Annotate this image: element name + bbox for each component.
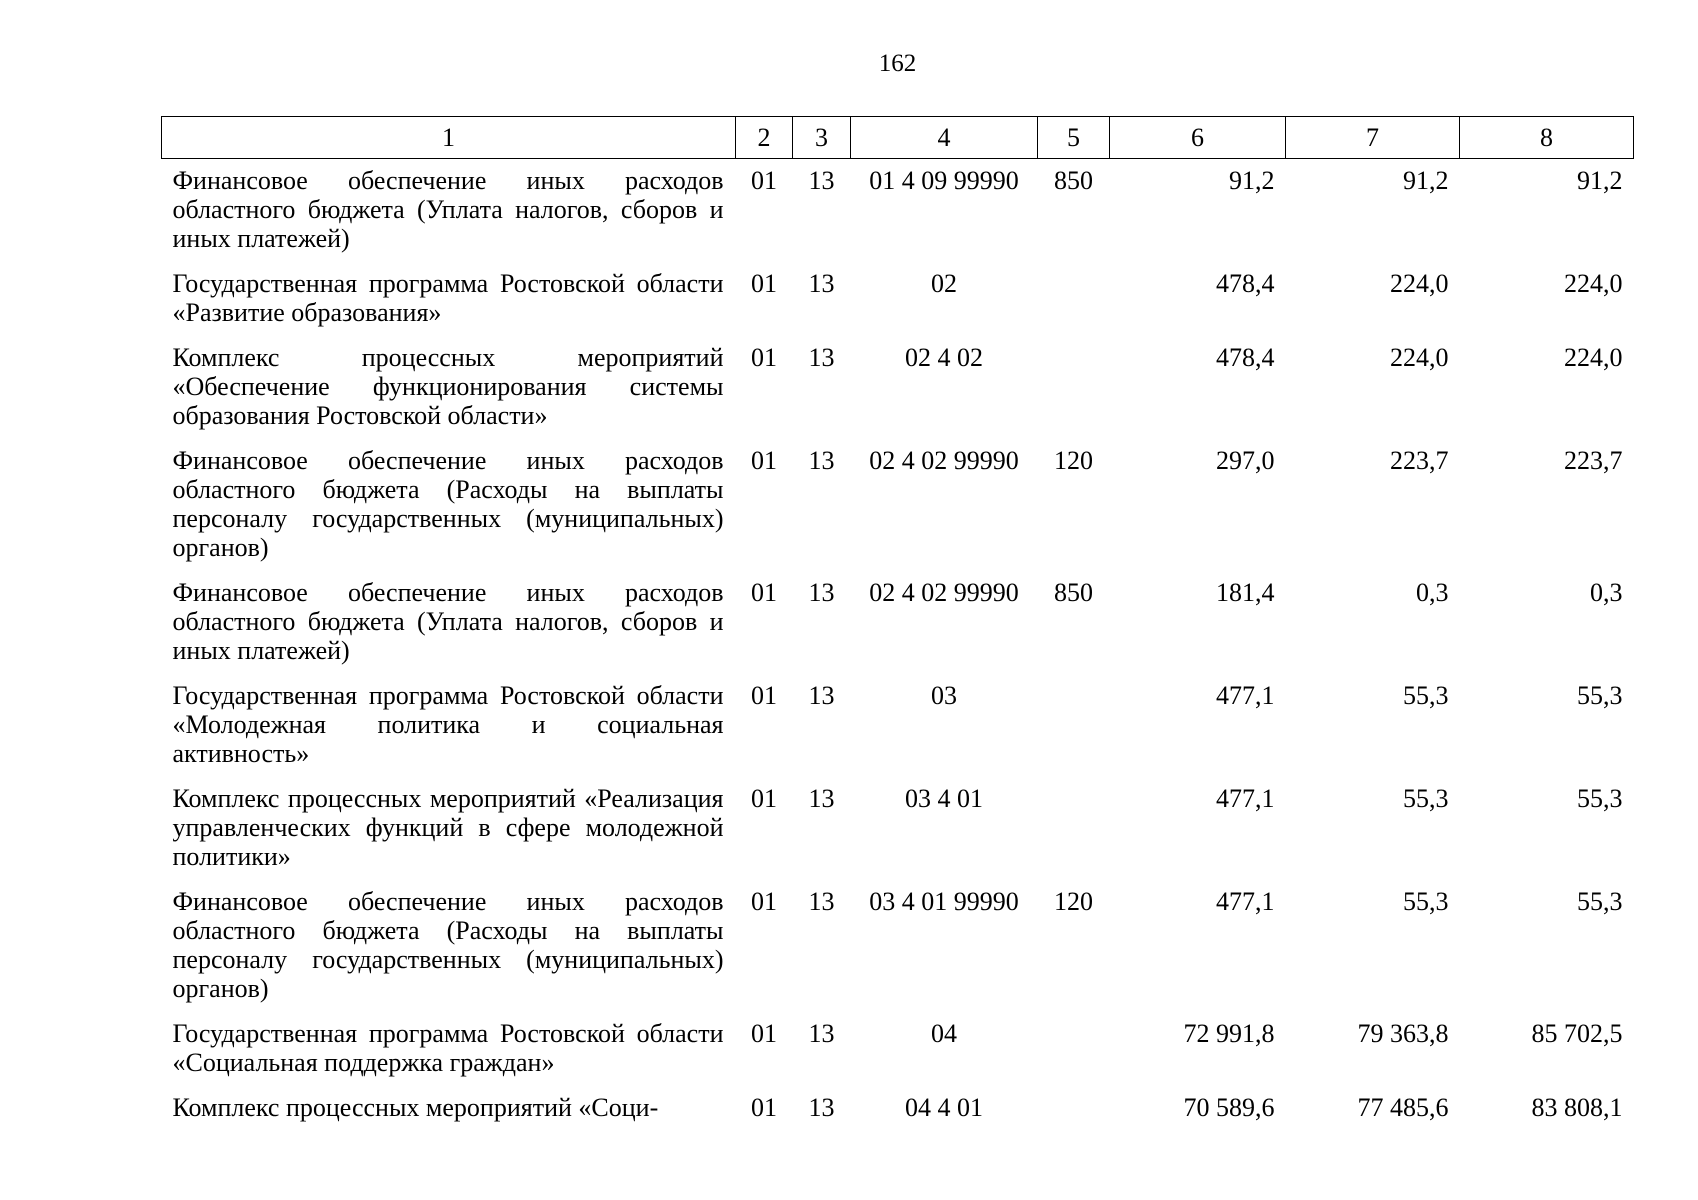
row-section: 01	[751, 446, 777, 475]
table-row	[162, 777, 1634, 880]
row-value-7: 55,3	[1403, 887, 1449, 916]
row-value-7: 55,3	[1403, 681, 1449, 710]
row-section: 01	[751, 1019, 777, 1048]
row-target-code: 02 4 02 99990	[869, 578, 1019, 607]
budget-table	[161, 116, 1634, 1131]
row-section: 01	[751, 784, 777, 813]
row-value-7: 91,2	[1403, 166, 1449, 195]
header-cell: 7	[1286, 117, 1460, 159]
row-section: 01	[751, 1093, 777, 1122]
page-number: 162	[878, 50, 917, 77]
table-row	[162, 262, 1634, 336]
row-subsection: 13	[808, 784, 835, 813]
row-value-8: 224,0	[1564, 343, 1623, 372]
row-value-6: 181,4	[1216, 578, 1275, 607]
row-subsection: 13	[808, 166, 835, 195]
table-row	[162, 571, 1634, 674]
row-subsection: 13	[808, 269, 835, 298]
row-section: 01	[751, 887, 777, 916]
row-target-code: 02	[931, 269, 957, 298]
row-section: 01	[751, 578, 777, 607]
row-expense-type	[1038, 674, 1110, 777]
row-name: Государственная программа Ростовской области «Социальная поддержка граждан»	[172, 1019, 724, 1077]
row-subsection: 13	[808, 1093, 835, 1122]
table-row	[162, 880, 1634, 1012]
row-value-6: 477,1	[1216, 681, 1275, 710]
row-subsection: 13	[808, 446, 835, 475]
row-target-code: 04 4 01	[905, 1093, 983, 1122]
row-name: Финансовое обеспечение иных расходов областного бюджета (Расходы на выплаты персоналу государственных (муниципальных) органов)	[172, 446, 724, 562]
row-subsection: 13	[808, 887, 835, 916]
row-target-code: 02 4 02	[905, 343, 983, 372]
header-cell: 4	[851, 117, 1038, 159]
row-value-6: 297,0	[1216, 446, 1275, 475]
row-name: Комплекс процессных мероприятий «Обеспечение функционирования системы образования Ростовской области»	[172, 343, 724, 430]
table-row	[162, 1012, 1634, 1086]
row-expense-type	[1038, 262, 1110, 336]
row-section: 01	[751, 681, 777, 710]
row-value-7: 223,7	[1390, 446, 1449, 475]
row-name: Финансовое обеспечение иных расходов областного бюджета (Уплата налогов, сборов и иных платежей)	[172, 166, 724, 253]
row-value-6: 478,4	[1216, 343, 1275, 372]
row-expense-type: 120	[1054, 446, 1093, 475]
table-row	[162, 439, 1634, 571]
row-value-7: 55,3	[1403, 784, 1449, 813]
row-value-8: 55,3	[1577, 887, 1623, 916]
row-subsection: 13	[808, 681, 835, 710]
row-value-8: 85 702,5	[1531, 1019, 1623, 1048]
row-value-8: 83 808,1	[1531, 1093, 1623, 1122]
row-value-6: 72 991,8	[1183, 1019, 1275, 1048]
row-expense-type	[1038, 777, 1110, 880]
row-value-6: 91,2	[1229, 166, 1275, 195]
row-target-code: 03 4 01 99990	[869, 887, 1019, 916]
header-cell: 6	[1110, 117, 1286, 159]
row-value-6: 477,1	[1216, 784, 1275, 813]
row-name: Финансовое обеспечение иных расходов областного бюджета (Уплата налогов, сборов и иных платежей)	[172, 578, 724, 665]
header-row	[162, 117, 1634, 159]
row-expense-type	[1038, 1012, 1110, 1086]
header-cell: 1	[162, 117, 736, 159]
row-target-code: 03	[931, 681, 957, 710]
row-value-6: 477,1	[1216, 887, 1275, 916]
row-value-7: 0,3	[1416, 578, 1449, 607]
row-name: Государственная программа Ростовской области «Молодежная политика и социальная активность»	[172, 681, 724, 768]
table-row	[162, 1086, 1634, 1131]
row-subsection: 13	[808, 343, 835, 372]
row-expense-type: 850	[1054, 166, 1093, 195]
row-value-8: 224,0	[1564, 269, 1623, 298]
row-value-6: 478,4	[1216, 269, 1275, 298]
row-value-8: 0,3	[1590, 578, 1623, 607]
header-cell: 3	[793, 117, 851, 159]
row-name: Комплекс процессных мероприятий «Реализация управленческих функций в сфере молодежной политики»	[172, 784, 724, 871]
row-expense-type	[1038, 336, 1110, 439]
row-value-8: 55,3	[1577, 681, 1623, 710]
budget-table-container	[161, 116, 1633, 1131]
row-target-code: 01 4 09 99990	[869, 166, 1019, 195]
row-target-code: 02 4 02 99990	[869, 446, 1019, 475]
row-section: 01	[751, 343, 777, 372]
row-value-8: 91,2	[1577, 166, 1623, 195]
row-subsection: 13	[808, 1019, 835, 1048]
header-cell: 5	[1038, 117, 1110, 159]
row-expense-type	[1038, 1086, 1110, 1131]
row-value-6: 70 589,6	[1183, 1093, 1275, 1122]
table-row	[162, 159, 1634, 263]
row-target-code: 04	[931, 1019, 957, 1048]
row-value-7: 77 485,6	[1357, 1093, 1449, 1122]
table-row	[162, 336, 1634, 439]
row-value-8: 55,3	[1577, 784, 1623, 813]
row-name: Государственная программа Ростовской области «Развитие образования»	[172, 269, 724, 327]
row-section: 01	[751, 166, 777, 195]
row-name: Финансовое обеспечение иных расходов областного бюджета (Расходы на выплаты персоналу государственных (муниципальных) органов)	[172, 887, 724, 1003]
table-row	[162, 674, 1634, 777]
row-name: Комплекс процессных мероприятий «Соци-	[172, 1093, 659, 1122]
row-target-code: 03 4 01	[905, 784, 983, 813]
row-value-7: 224,0	[1390, 269, 1449, 298]
row-subsection: 13	[808, 578, 835, 607]
row-expense-type: 120	[1054, 887, 1093, 916]
row-value-7: 79 363,8	[1357, 1019, 1449, 1048]
row-section: 01	[751, 269, 777, 298]
header-cell: 2	[736, 117, 793, 159]
header-cell: 8	[1460, 117, 1634, 159]
row-expense-type: 850	[1054, 578, 1093, 607]
row-value-8: 223,7	[1564, 446, 1623, 475]
row-value-7: 224,0	[1390, 343, 1449, 372]
